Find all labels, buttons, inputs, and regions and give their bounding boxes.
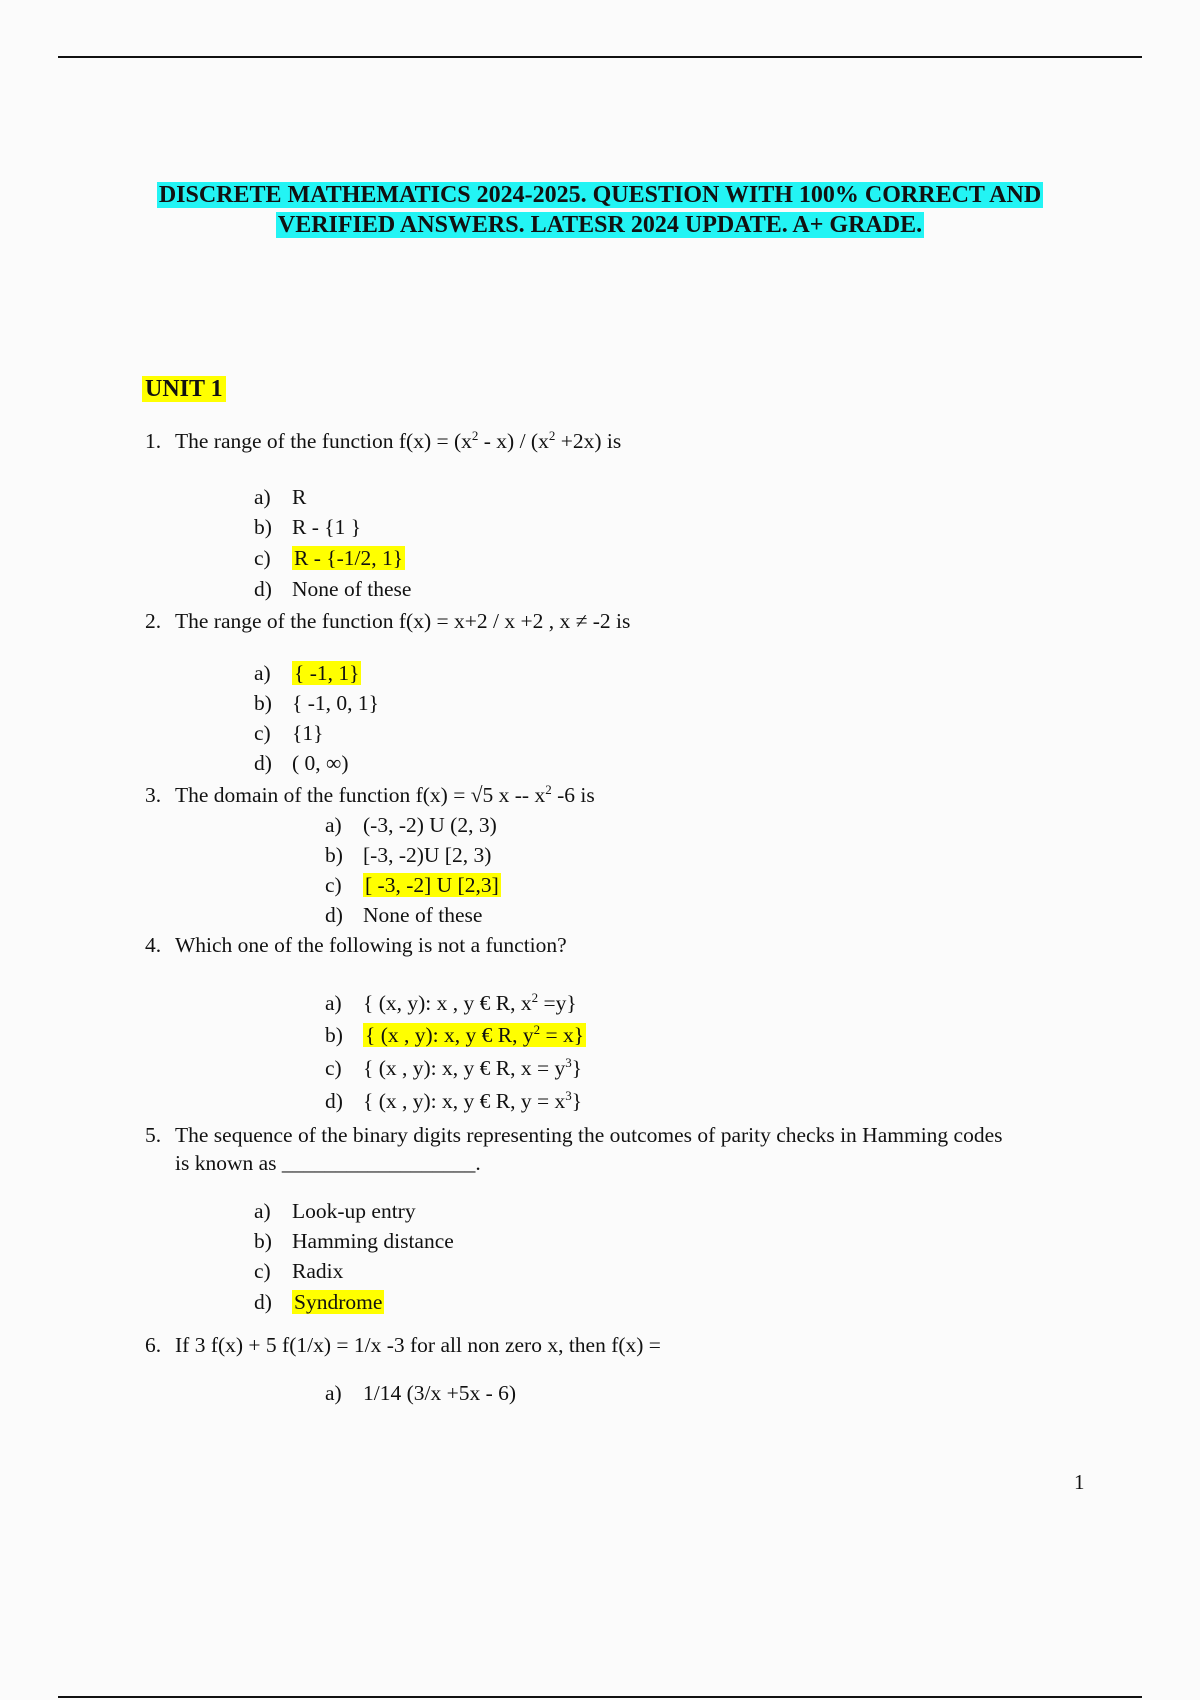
q2-option-b: b) { -1, 0, 1} xyxy=(254,691,379,715)
question-4: 4. Which one of the following is not a function? xyxy=(145,933,567,957)
q4-option-c: c) { (x , y): x, y € R, $x = y^3$} xyxy=(325,1055,583,1080)
correct-answer-highlight: { (x , y): x, y € R, $y^2 = x$} xyxy=(365,1022,585,1047)
unit-heading: UNIT 1 xyxy=(142,374,226,404)
question-2: 2. The range of the function f(x) = x+2 / x +2 , x ≠ -2 is xyxy=(145,609,631,633)
q6-option-a: a) 1/14 (3/x +5x - 6) xyxy=(325,1381,517,1405)
q1-option-d: d) None of these xyxy=(254,577,412,601)
q2-option-d: d) ( 0, ∞) xyxy=(254,751,349,775)
correct-answer-highlight: [ -3, -2] U [2,3] xyxy=(365,873,499,897)
q5-option-d: d) Syndrome xyxy=(254,1290,383,1314)
q3-option-c: c) [ -3, -2] U [2,3] xyxy=(325,873,499,897)
correct-answer-highlight: Syndrome xyxy=(294,1290,383,1314)
q1-option-a: a) R xyxy=(254,485,307,509)
question-5: 5. The sequence of the binary digits representing the outcomes of parity checks in Hamming codes xyxy=(145,1123,1003,1147)
q5-option-b: b) Hamming distance xyxy=(254,1229,454,1253)
q5-option-a: a) Look-up entry xyxy=(254,1199,416,1223)
correct-answer-highlight: { -1, 1} xyxy=(294,661,360,685)
document-title-line-2: VERIFIED ANSWERS. LATESR 2024 UPDATE. A+ GRADE. xyxy=(277,212,923,238)
q4-option-b: b) { (x , y): x, y € R, $y^2 = x$} xyxy=(325,1022,585,1047)
question-1: 1. The range of the function $f(x) = (x^2 - x) / (x^2 +2x)$ is xyxy=(145,428,622,453)
correct-answer-highlight: R - {-1/2, 1} xyxy=(294,546,404,570)
q1-option-b: b) R - {1 } xyxy=(254,515,362,539)
question-6: 6. If 3 f(x) + 5 f(1/x) = 1/x -3 for all non zero x, then f(x) = xyxy=(145,1333,661,1357)
question-3: 3. The domain of the function f(x) = √5 x -- $x^2$ -6 is xyxy=(145,782,595,807)
page-number: 1 xyxy=(1074,1470,1085,1494)
bottom-rule xyxy=(58,1696,1142,1698)
q1-option-c: c) R - {-1/2, 1} xyxy=(254,546,404,570)
top-rule xyxy=(58,56,1142,58)
question-5-line-2: is known as __________________. xyxy=(175,1151,481,1175)
q5-option-c: c) Radix xyxy=(254,1259,344,1283)
q2-option-c: c) {1} xyxy=(254,721,324,745)
q3-option-a: a) (-3, -2) U (2, 3) xyxy=(325,813,497,837)
q2-option-a: a) { -1, 1} xyxy=(254,661,360,685)
document-title-line-1: DISCRETE MATHEMATICS 2024-2025. QUESTION WITH 100% CORRECT AND xyxy=(158,182,1042,208)
q4-option-d: d) { (x , y): x, y € R, $y = x^3$} xyxy=(325,1088,583,1113)
q3-option-d: d) None of these xyxy=(325,903,483,927)
q4-option-a: a) { (x, y): x , y € R, $x^2 =y$} xyxy=(325,990,577,1015)
q3-option-b: b) [-3, -2)U [2, 3) xyxy=(325,843,492,867)
